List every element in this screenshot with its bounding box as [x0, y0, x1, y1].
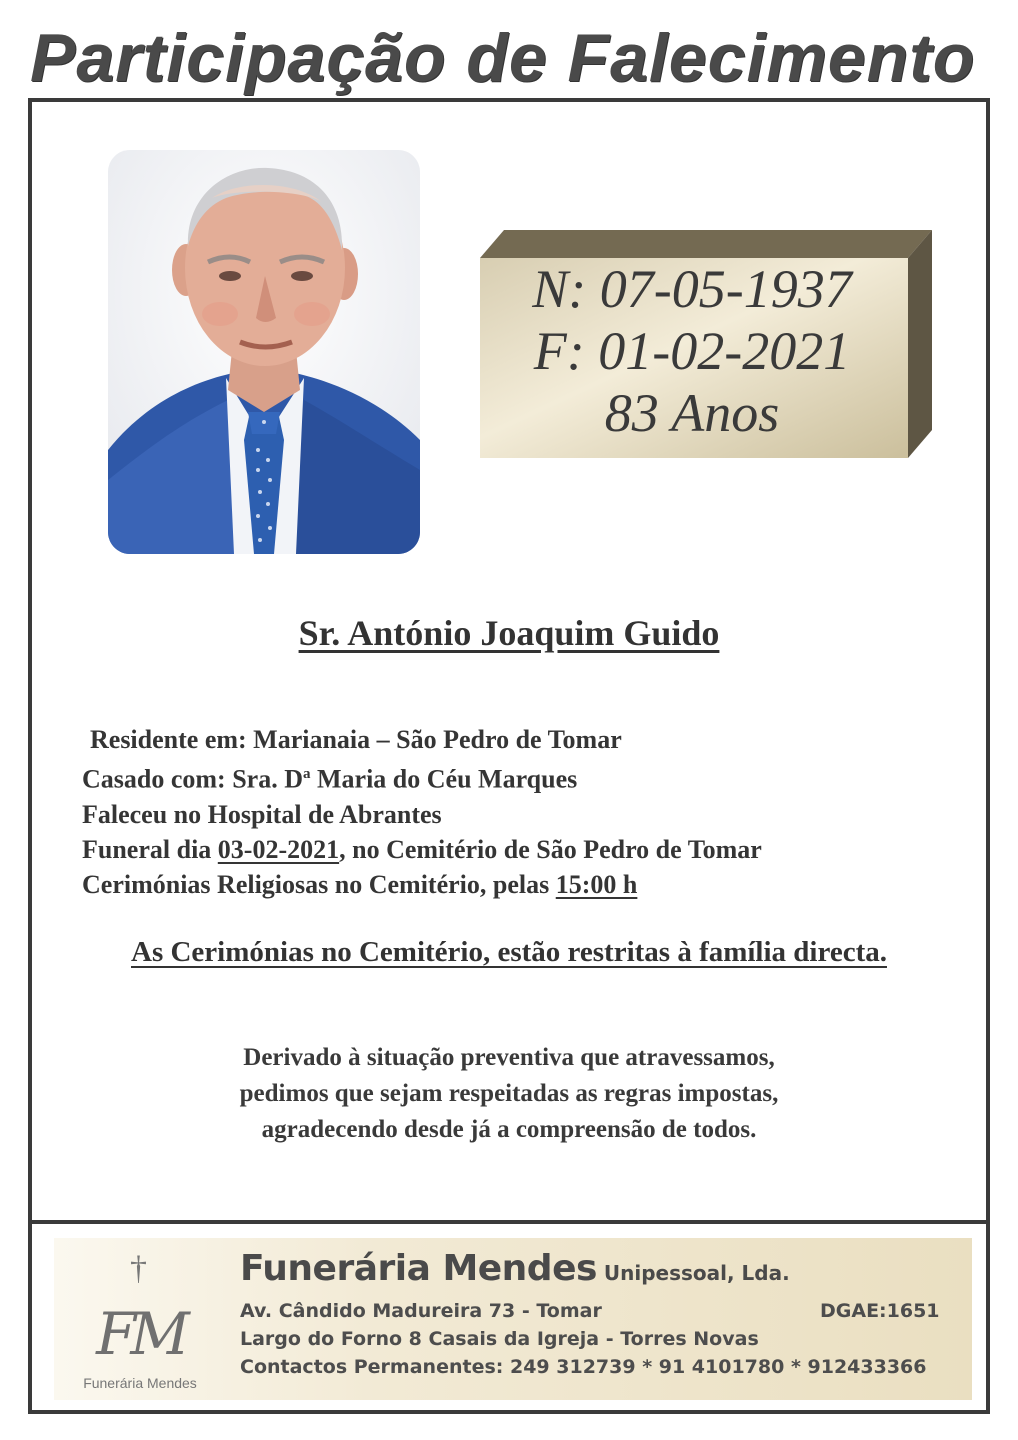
ceremony-prefix: Cerimónias Religiosas no Cemitério, pelas	[82, 869, 556, 899]
ceremony-time: 15:00 h	[555, 869, 638, 899]
notice-line-1: Derivado à situação preventiva que atravessamos,	[243, 1044, 775, 1071]
notice-line-2: pedimos que sejam respeitadas as regras impostas,	[239, 1080, 779, 1107]
ceremony-line	[82, 867, 762, 902]
company-suffix: Unipessoal, Lda.	[596, 1261, 790, 1285]
funeral-home-logo	[60, 1250, 220, 1395]
restriction-text: As Cerimónias no Cemitério, estão restritas à família directa.	[131, 936, 887, 968]
birth-date: N: 07-05-1937	[532, 259, 852, 319]
covid-notice	[0, 1040, 1018, 1148]
spouse-name: Maria do Céu Marques	[310, 764, 578, 794]
company-name	[240, 1248, 790, 1289]
company-name-main: Funerária Mendes	[240, 1248, 597, 1289]
death-place-line: Faleceu no Hospital de Abrantes	[82, 799, 442, 829]
spouse-sup: a	[303, 766, 311, 782]
restriction-notice	[0, 936, 1018, 969]
funeral-suffix: , no Cemitério de São Pedro de Tomar	[339, 834, 762, 864]
age: 83 Anos	[604, 383, 780, 443]
contacts: Contactos Permanentes: 249 312739 * 91 4101780 * 912433366	[240, 1356, 927, 1378]
details-block	[82, 722, 762, 902]
spouse-prefix: Casado com: Sra. D	[82, 764, 303, 794]
spouse-line	[82, 757, 762, 797]
logo-monogram: FM	[96, 1300, 184, 1368]
page-title: Participação de Falecimento	[30, 20, 976, 96]
footer-divider	[28, 1220, 990, 1224]
portrait-photo	[108, 150, 420, 554]
funeral-prefix: Funeral dia	[82, 834, 218, 864]
notice-line-3: agradecendo desde já a compreensão de todos.	[261, 1116, 757, 1143]
residence-line: Residente em: Marianaia – São Pedro de Tomar	[90, 725, 622, 754]
dgae-number: DGAE:1651	[820, 1300, 940, 1322]
address-tomar: Av. Cândido Madureira 73 - Tomar	[240, 1300, 602, 1322]
funeral-line	[82, 832, 762, 867]
logo-name: Funerária Mendes	[83, 1375, 197, 1391]
address-torres-novas: Largo do Forno 8 Casais da Igreja - Torres Novas	[240, 1328, 759, 1350]
deceased-name-text: Sr. António Joaquim Guido	[298, 613, 720, 653]
deceased-name	[0, 612, 1018, 654]
plaque-text	[480, 258, 904, 444]
funeral-date: 03-02-2021	[217, 834, 340, 864]
cross-icon: †	[130, 1250, 147, 1287]
death-date: F: 01-02-2021	[533, 321, 851, 381]
